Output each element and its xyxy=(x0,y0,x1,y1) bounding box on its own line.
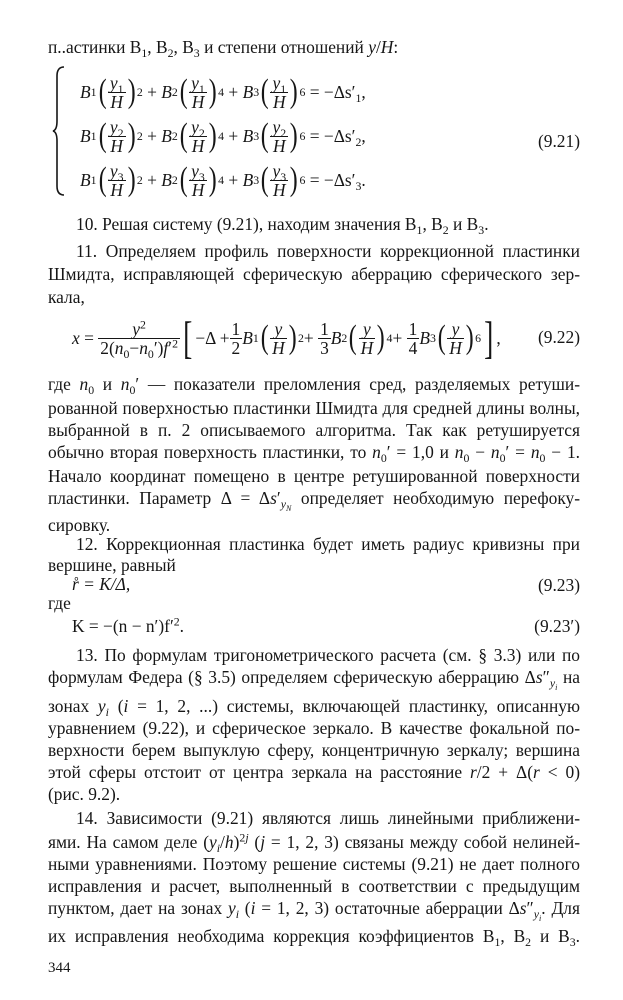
p14-line-2: ями. На самом деле $(y_i/h)^{2j}$ (j = 1, 2, 3) связаны между собой нелиней- xyxy=(48,830,581,856)
p13-line-6: этой сферы отстоит от центра зеркала на расстояние r/2 + Δ(r < 0) xyxy=(48,762,580,782)
p13-line-1: 13. По формулам тригонометрического расчета (см. § 3.3) или по xyxy=(76,645,580,665)
equation-922: x = $\frac{y^2}{2(n_0-n_0')f'^2}$ [ −Δ + $\frac{1}{2}$ B 1 ( $\frac{y}{H}$ ) 2 + $\frac{1}{3}$ B 2 ( $\frac{y}{H}$ ) 4 + $\frac{1}{4}$ B 3 ( $\frac{y}{H}$ ) 6 ] , xyxy=(72,312,501,363)
paragraph-10: 10. Решая систему (9.21), находим значения $B_1$, $B_2$ и $B_3$. xyxy=(76,214,489,238)
system-rhs: = $-\Delta s'_3$. xyxy=(309,169,366,193)
p-where-5: Начало координат помещено в центре ретушированной поверхности xyxy=(48,466,580,486)
p-where-6: пластинки. Параметр $\Delta = \Delta s'_{y_N}$ определяет необходимую перефоку- xyxy=(48,488,581,513)
p13-line-3: зонах $y_i$ (i = 1, 2, ...) системы, включающей пластинку, описанную xyxy=(48,696,580,720)
p14-line-1: 14. Зависимости (9.21) являются лишь линейными приближени- xyxy=(76,808,580,828)
system-row-3: B 1 ( $\frac{y_3}{H}$ ) 2 + B 2 ( $\frac{y_3}{H}$ ) 4 + B 3 ( $\frac{y_3}{H}$ ) 6 = $-\Delta s'_3$. xyxy=(80,160,366,200)
p11-line-1: 11. Определяем профиль поверхности коррекционной пластинки xyxy=(76,241,580,261)
p-where-3: выбранной в п. 2 описываемого алгоритма. Так как ретушируется xyxy=(48,420,580,440)
p-where-7: сировку. xyxy=(48,515,111,535)
p12-line-2: вершине, равный xyxy=(48,555,176,575)
system-rhs: = $-\Delta s'_2$, xyxy=(309,125,366,149)
eqno-923b: (9.23′) xyxy=(534,616,580,636)
p13-line-2: формулам Федера (§ 3.5) определяем сферическую аберрацию $\Delta s''_{y_i}$ на xyxy=(48,667,581,692)
equation-923: r̊ = K/Δ, xyxy=(72,574,131,594)
p-where-2: рованной поверхностью пластинки Шмидта для средней длины волны, xyxy=(48,398,580,418)
p-where-1: где $n_0$ и $n_0'$ — показатели преломления сред, разделяемых ретуши- xyxy=(48,374,581,398)
p11-line-3: кала, xyxy=(48,287,85,307)
eqno-922: (9.22) xyxy=(537,327,580,347)
p-where-4: обычно вторая поверхность пластинки, то $n_0' = 1,0$ и $n_0 - n_0' = n_0 - 1$. xyxy=(48,442,580,466)
page-number: 344 xyxy=(48,960,71,976)
where-2: где xyxy=(48,593,71,613)
eqno-921: (9.21) xyxy=(537,131,580,151)
p14-line-5: пунктом, дает на зонах $y_i$ (i = 1, 2, 3) остаточные аберрации $\Delta s''_{y_i}$. Для xyxy=(48,898,580,923)
p14-line-6: их исправления необходима коррекция коэффициентов $B_1$, $B_2$ и $B_3$. xyxy=(48,926,580,950)
eqno-923: (9.23) xyxy=(537,575,580,595)
p11-line-2: Шмидта, исправляющей сферическую аберрацию сферического зер- xyxy=(48,264,580,284)
p13-line-5: верхности берем выпуклую сферу, концентричную зеркалу; вершина xyxy=(48,740,580,760)
p14-line-3: ными уравнениями. Поэтому решение системы (9.21) не дает полного xyxy=(48,854,580,874)
system-brace xyxy=(52,66,66,196)
equation-923b: $K = -(n - n')f'^2$. xyxy=(72,614,185,636)
p14-line-4: исправления и расчет, выполненный в соответствии с предыдущим xyxy=(48,876,580,896)
p13-line-4: уравнением (9.22), и сферическое зеркало. В качестве фокальной по- xyxy=(48,718,580,738)
system-rhs: = $-\Delta s'_1$, xyxy=(309,81,366,105)
header-line: п..астинки $B_1$, $B_2$, $B_3$ и степени отношений y/H: xyxy=(48,37,399,61)
system-row-2: B 1 ( $\frac{y_2}{H}$ ) 2 + B 2 ( $\frac{y_2}{H}$ ) 4 + B 3 ( $\frac{y_2}{H}$ ) 6 = $-\Delta s'_2$, xyxy=(80,116,366,156)
system-row-1: B 1 ( $\frac{y_1}{H}$ ) 2 + B 2 ( $\frac{y_1}{H}$ ) 4 + B 3 ( $\frac{y_1}{H}$ ) 6 = $-\Delta s'_1$, xyxy=(80,72,366,112)
p12-line-1: 12. Коррекционная пластинка будет иметь радиус кривизны при xyxy=(76,534,580,554)
p13-line-7: (рис. 9.2). xyxy=(48,784,121,804)
